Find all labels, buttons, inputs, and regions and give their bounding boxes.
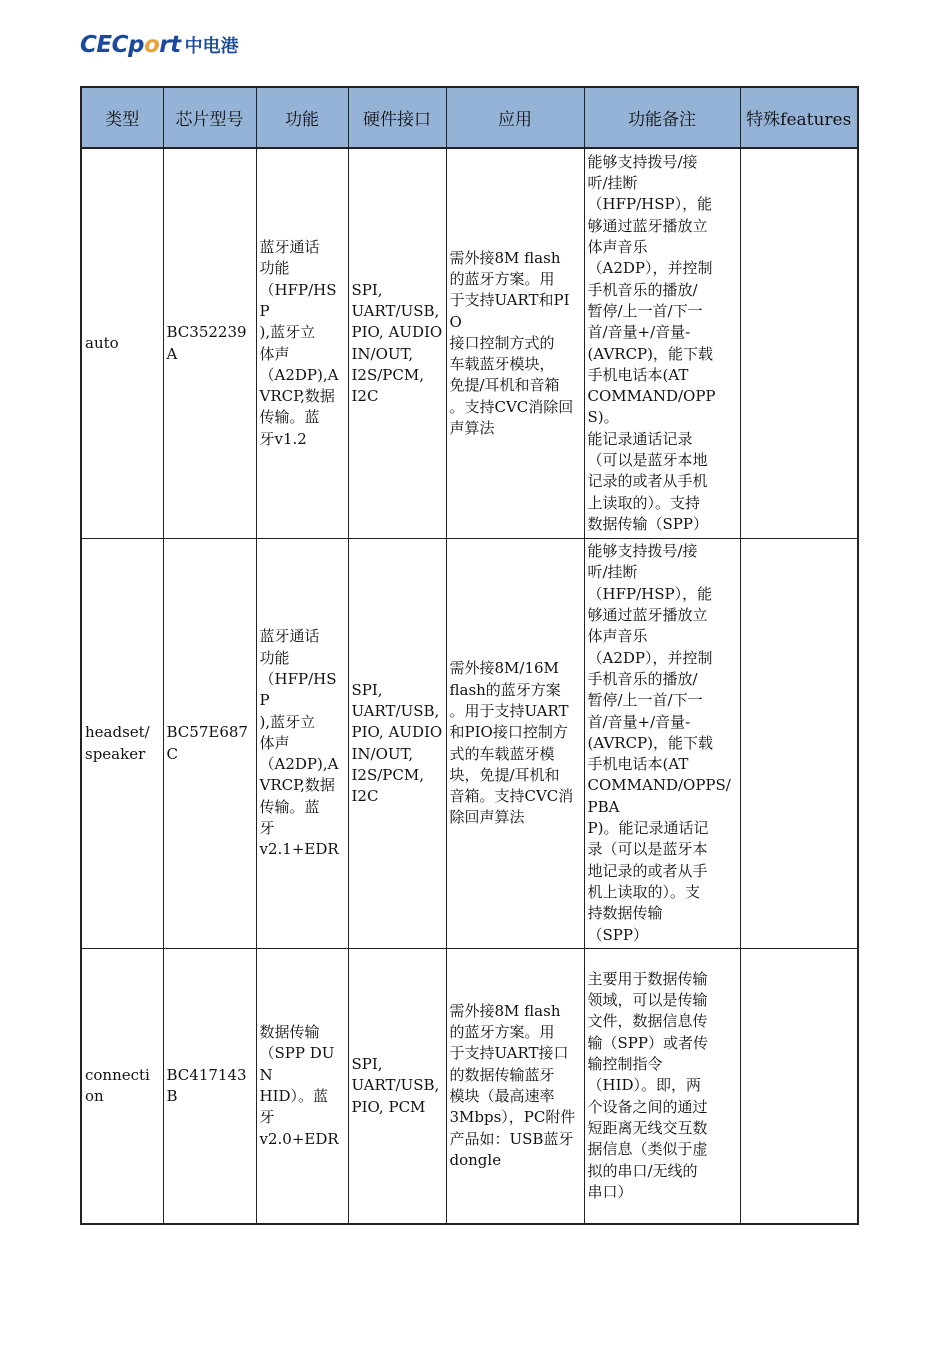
column-header-type: 类型 [81,87,163,148]
cell-hardware-interface: SPI, UART/USB, PIO, AUDIO IN/OUT, I2S/PCM, I2C [348,148,446,539]
cell-special-features [740,539,858,949]
cell-application: 需外接8M flash 的蓝牙方案。用 于支持UART和PIO 接口控制方式的 车载蓝牙模块， 免提/耳机和音箱 。支持CVC消除回 声算法 [446,148,584,539]
cell-function-notes: 主要用于数据传输 领域，可以是传输 文件，数据信息传 输（SPP）或者传 输控制指令 （HID）。即，两 个设备之间的通过 短距离无线交互数 据信息（类似于虚 拟的串口/无线的 串口） [584,949,740,1225]
cell-hardware-interface: SPI, UART/USB, PIO, PCM [348,949,446,1225]
cell-function: 蓝牙通话 功能 （HFP/HSP ),蓝牙立 体声 （A2DP),A VRCP,数据 传输。蓝 牙 v2.1+EDR [256,539,348,949]
table-header-row [81,87,858,148]
table-row [81,539,858,949]
cell-hardware-interface: SPI, UART/USB, PIO, AUDIO IN/OUT, I2S/PCM, I2C [348,539,446,949]
table-row [81,148,858,539]
company-logo: CECport 中电港 [80,32,239,58]
chip-spec-table [80,86,859,1225]
column-header-application: 应用 [446,87,584,148]
table-row [81,949,858,1225]
cell-chip-model: BC352239A [163,148,256,539]
cell-chip-model: BC57E687C [163,539,256,949]
logo-chinese-name: 中电港 [184,36,239,57]
column-header-function-notes: 功能备注 [584,87,740,148]
cell-special-features [740,949,858,1225]
cell-type: connecti on [81,949,163,1225]
cell-function-notes: 能够支持拨号/接 听/挂断 （HFP/HSP），能 够通过蓝牙播放立 体声音乐 （A2DP），并控制 手机音乐的播放/ 暂停/上一首/下一 首/音量+/音量- (AVRCP)，能下载 手机电话本(AT COMMAND/OPPS)。 能记录通话记录 （可以是蓝牙本地 记录的或者从手机 上读取的）。支持 数据传输（SPP） [584,148,740,539]
column-header-chip-model: 芯片型号 [163,87,256,148]
cell-application: 需外接8M/16M flash的蓝牙方案 。用于支持UART 和PIO接口控制方 式的车载蓝牙模 块，免提/耳机和 音箱。支持CVC消 除回声算法 [446,539,584,949]
column-header-hardware-interface: 硬件接口 [348,87,446,148]
cell-chip-model: BC417143B [163,949,256,1225]
cell-application: 需外接8M flash 的蓝牙方案。用 于支持UART接口 的数据传输蓝牙 模块（最高速率 3Mbps），PC附件 产品如：USB蓝牙 dongle [446,949,584,1225]
cell-type: auto [81,148,163,539]
cell-type: headset/ speaker [81,539,163,949]
cell-special-features [740,148,858,539]
column-header-function: 功能 [256,87,348,148]
cell-function: 数据传输 （SPP DUN HID）。蓝 牙 v2.0+EDR [256,949,348,1225]
cell-function-notes: 能够支持拨号/接 听/挂断 （HFP/HSP），能 够通过蓝牙播放立 体声音乐 （A2DP），并控制 手机音乐的播放/ 暂停/上一首/下一 首/音量+/音量- (AVRCP)，能下载 手机电话本(AT COMMAND/OPPS/PBA P)。能记录通话记 录（可以是蓝牙本 地记录的或者从手 机上读取的）。支 持数据传输 （SPP） [584,539,740,949]
cell-function: 蓝牙通话 功能 （HFP/HSP ),蓝牙立 体声 （A2DP),A VRCP,数据 传输。蓝 牙v1.2 [256,148,348,539]
column-header-special-features: 特殊features [740,87,858,148]
